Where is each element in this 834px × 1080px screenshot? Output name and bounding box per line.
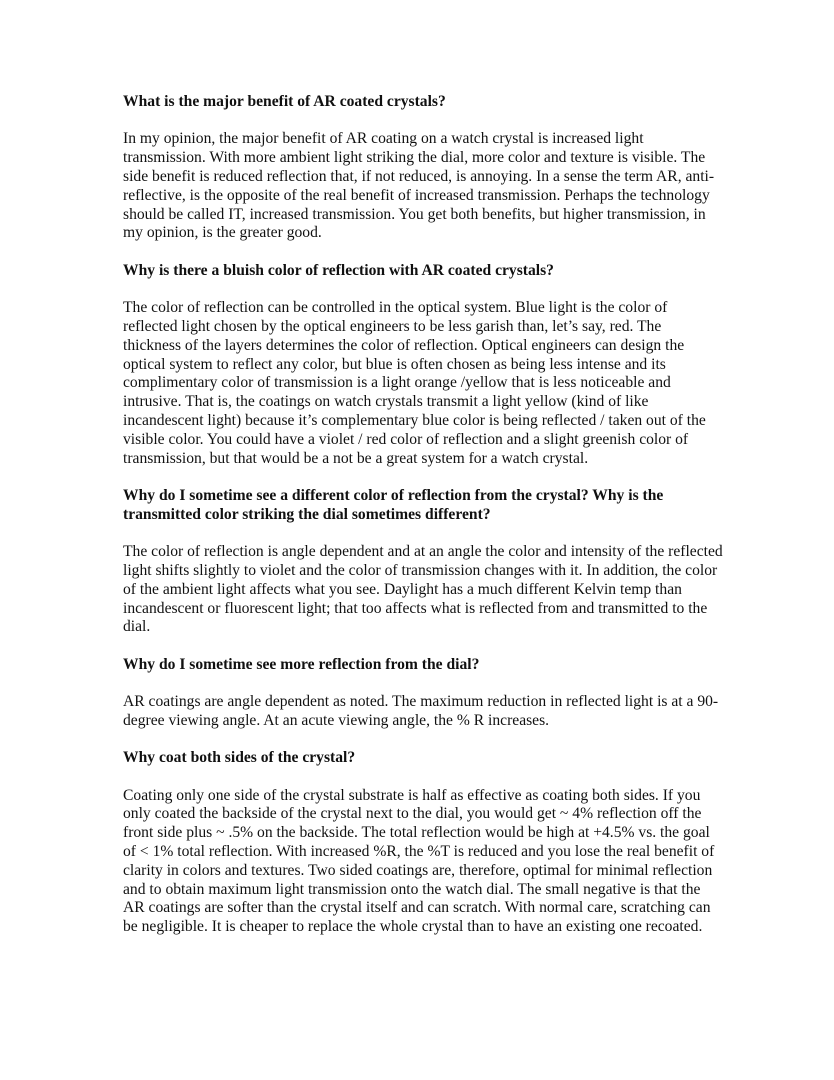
section-heading-ar-benefit: What is the major benefit of AR coated crystals? <box>123 93 446 110</box>
section-heading-different-color: Why do I sometime see a different color of reflection from the crystal? Why is the transmitted color striking the dial sometimes different? <box>123 486 664 523</box>
section-heading-more-reflection: Why do I sometime see more reflection from the dial? <box>123 655 480 673</box>
section-body-bluish-reflection: The color of reflection can be controlled in the optical system. Blue light is the color of reflected light chosen by the optical engineers to be less garish than, let’s say, red. The thickness of the layers determines the color of reflection. Optical engineers can design the optical system to reflect any color, but blue is often chosen as being less intense and its complimentary color of transmission is a light orange /yellow that is less noticeable and intrusive. That is, the coatings on watch crystals transmit a light yellow (kind of like incandescent light) because it’s complementary blue color is being reflected / taken out of the visible color. You could have a violet / red color of reflection and a slight greenish color of transmission, but that would be a not be a great system for a watch crystal. <box>123 299 706 467</box>
section-body-ar-benefit: In my opinion, the major benefit of AR coating on a watch crystal is increased light transmission. With more ambient light striking the dial, more color and texture is visible. The side benefit is reduced reflection that, if not reduced, is annoying. In a sense the term AR, anti-reflective, is the opposite of the real benefit of increased transmission. Perhaps the technology should be called IT, increased transmission. You get both benefits, but higher transmission, in my opinion, is the greater good. <box>123 130 715 242</box>
document-content <box>123 93 723 937</box>
section-body-coat-both-sides: Coating only one side of the crystal substrate is half as effective as coating both sides. If you only coated the backside of the crystal next to the dial, you would get ~ 4% reflection off the front side plus ~ .5% on the backside. The total reflection would be high at +4.5% vs. the goal of < 1% total reflection. With increased %R, the %T is reduced and you lose the real benefit of clarity in colors and textures. Two sided coatings are, therefore, optimal for minimal reflection and to obtain maximum light transmission onto the watch dial. The small negative is that the AR coatings are softer than the crystal itself and can scratch. With normal care, scratching can be negligible. It is cheaper to replace the whole crystal than to have an existing one recoated. <box>123 786 715 936</box>
section-body-more-reflection: AR coatings are angle dependent as noted. The maximum reduction in reflected light is at a 90-degree viewing angle. At an acute viewing angle, the % R increases. <box>123 693 719 729</box>
section-body-different-color: The color of reflection is angle dependent and at an angle the color and intensity of the reflected light shifts slightly to violet and the color of transmission changes with it. In addition, the color of the ambient light affects what you see. Daylight has a much different Kelvin temp than incandescent or fluorescent light; that too affects what is reflected from and transmitted to the dial. <box>123 543 723 636</box>
section-heading-bluish-reflection: Why is there a bluish color of reflection with AR coated crystals? <box>123 261 554 279</box>
section-heading-coat-both-sides: Why coat both sides of the crystal? <box>123 749 356 767</box>
